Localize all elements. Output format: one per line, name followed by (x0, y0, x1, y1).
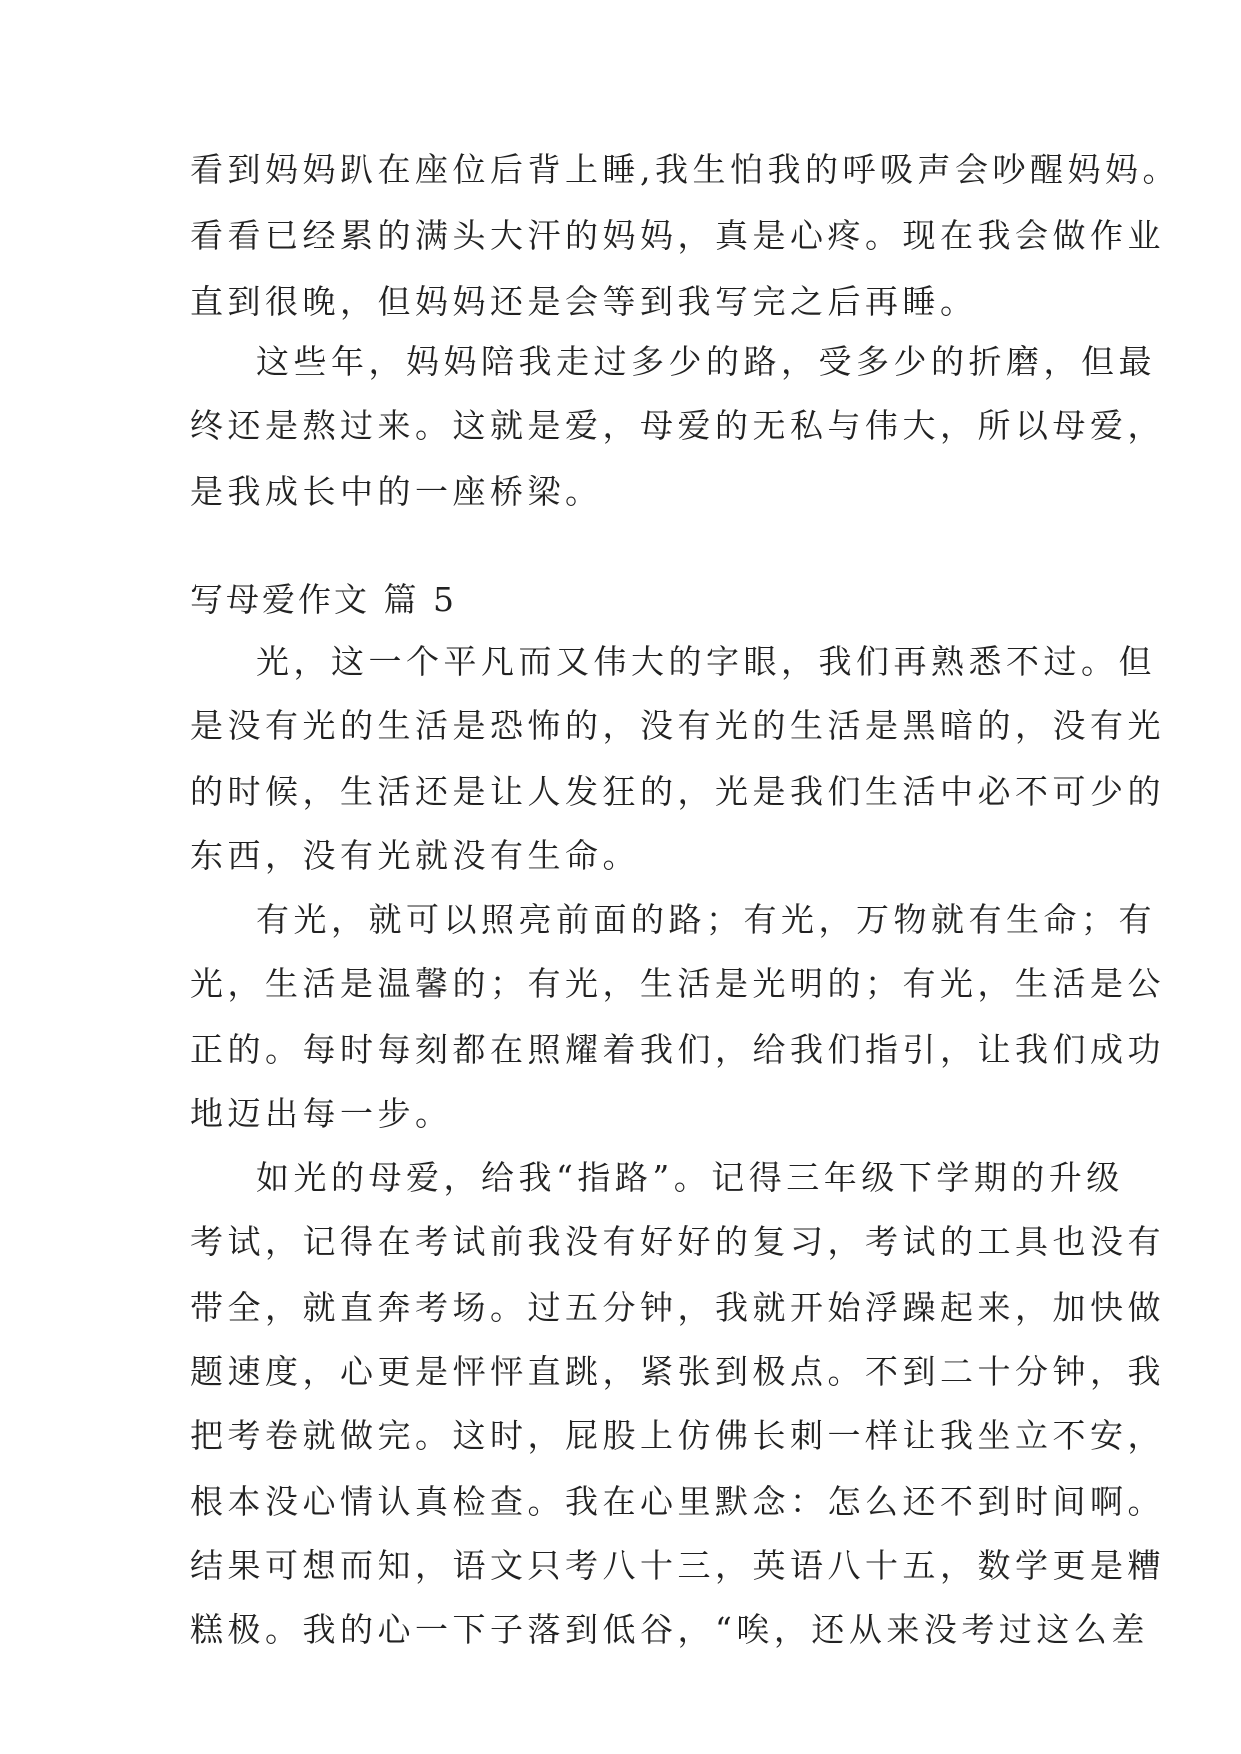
text-line: 看到妈妈趴在座位后背上睡,我生怕我的呼吸声会吵醒妈妈。 (190, 150, 1180, 189)
text-line: 根本没心情认真检查。我在心里默念：怎么还不到时间啊。 (190, 1482, 1165, 1521)
paragraph-first-line: 光，这一个平凡而又伟大的字眼，我们再熟悉不过。但 (256, 642, 1156, 681)
paragraph-first-line: 这些年，妈妈陪我走过多少的路，受多少的折磨，但最 (256, 342, 1156, 381)
text-line: 考试，记得在考试前我没有好好的复习，考试的工具也没有 (190, 1222, 1165, 1261)
text-line: 光，生活是温馨的；有光，生活是光明的；有光，生活是公 (190, 964, 1165, 1003)
text-line: 地迈出每一步。 (190, 1094, 453, 1133)
text-line: 糕极。我的心一下子落到低谷，“唉，还从来没考过这么差 (190, 1610, 1149, 1649)
text-line: 正的。每时每刻都在照耀着我们，给我们指引，让我们成功 (190, 1030, 1165, 1069)
text-line: 终还是熬过来。这就是爱，母爱的无私与伟大，所以母爱， (190, 406, 1165, 445)
text-line: 带全，就直奔考场。过五分钟，我就开始浮躁起来，加快做 (190, 1288, 1165, 1327)
text-line: 看看已经累的满头大汗的妈妈，真是心疼。现在我会做作业 (190, 216, 1165, 255)
text-line: 是我成长中的一座桥梁。 (190, 472, 603, 511)
text-line: 东西，没有光就没有生命。 (190, 836, 640, 875)
text-line: 结果可想而知，语文只考八十三，英语八十五，数学更是糟 (190, 1546, 1165, 1585)
text-line: 的时候，生活还是让人发狂的，光是我们生活中必不可少的 (190, 772, 1165, 811)
paragraph-first-line: 有光，就可以照亮前面的路；有光，万物就有生命；有 (256, 900, 1156, 939)
paragraph-first-line: 如光的母爱，给我“指路”。记得三年级下学期的升级 (256, 1158, 1124, 1197)
text-line: 直到很晚，但妈妈还是会等到我写完之后再睡。 (190, 282, 978, 321)
text-line: 题速度，心更是怦怦直跳，紧张到极点。不到二十分钟，我 (190, 1352, 1165, 1391)
text-line: 把考卷就做完。这时，屁股上仿佛长刺一样让我坐立不安， (190, 1416, 1165, 1455)
section-heading: 写母爱作文 篇 5 (190, 580, 457, 619)
text-line: 是没有光的生活是恐怖的，没有光的生活是黑暗的，没有光 (190, 706, 1165, 745)
